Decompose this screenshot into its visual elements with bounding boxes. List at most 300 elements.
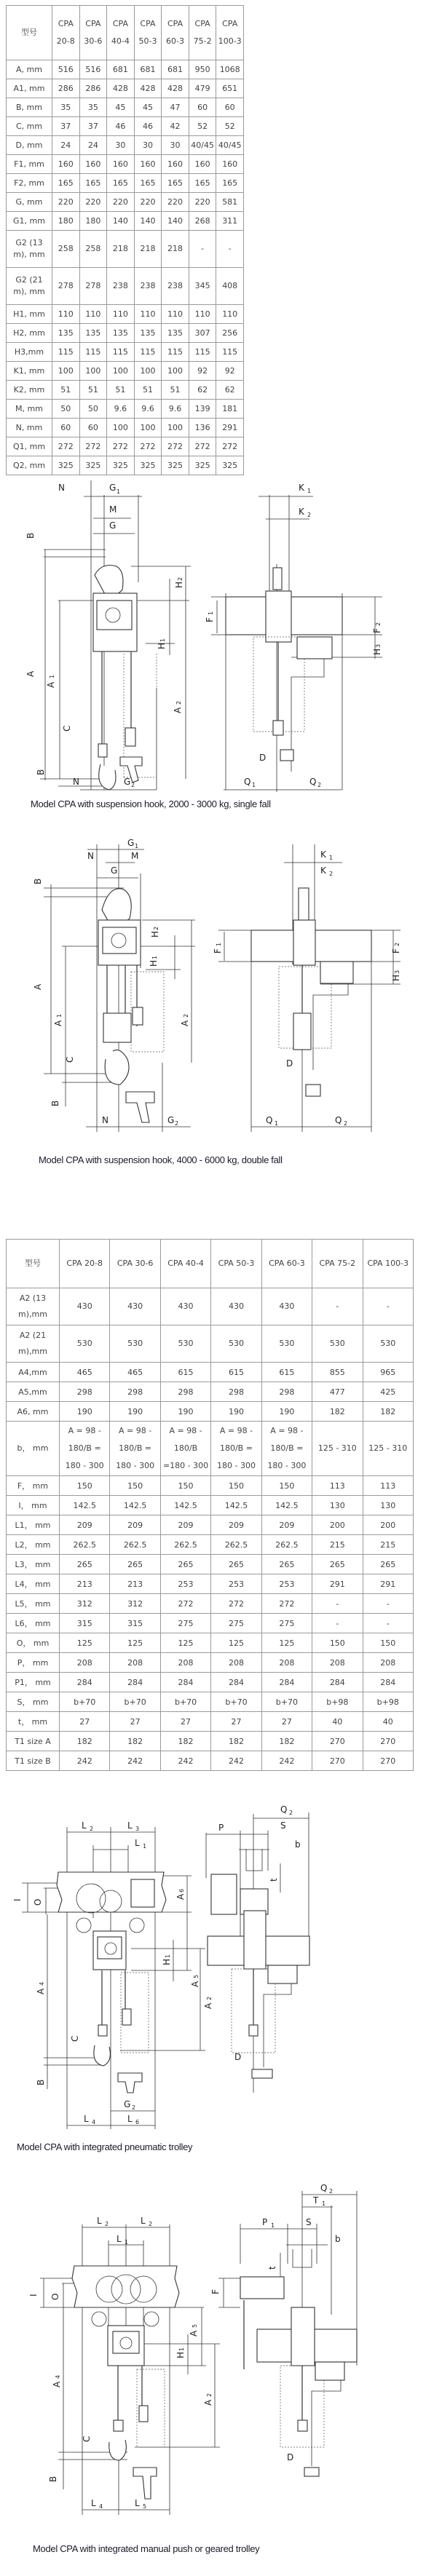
dimension-label: D [234,2052,242,2062]
table-cell: 60 [79,419,107,437]
table-cell: 37 [79,117,107,136]
dimension-label: L [91,2498,96,2508]
table-cell: 530 [211,1325,261,1363]
table-cell: 253 [160,1574,210,1594]
dimension-label: N [73,777,79,787]
table-cell: 110 [107,305,135,324]
dimension-label: G [124,777,131,787]
dimension-label: 1 [178,2347,185,2351]
row-label: H3,mm [7,343,52,362]
dimension-label: 4 [92,2119,96,2125]
row-label: L3， mm [7,1555,60,1574]
header-model: CPA 60-3 [261,1240,312,1288]
dimension-label: G [124,2099,131,2109]
table-row [7,381,244,400]
table-cell: 9.6 [162,400,189,419]
table-cell: 298 [60,1382,110,1402]
table-row [7,212,244,231]
table-cell: 272 [216,437,244,456]
table-cell: 180 [52,212,80,231]
table-cell: 30 [162,136,189,155]
dimension-label: 1 [159,638,166,642]
row-label: L2， mm [7,1535,60,1555]
table-cell: 135 [79,324,107,343]
table-row [7,231,244,268]
table-cell: 218 [107,231,135,268]
table-cell: 92 [189,362,216,381]
table-cell: 428 [107,79,135,98]
table-cell: 430 [160,1288,210,1325]
dimension-label: A [173,707,183,713]
dimension-label: 2 [149,2221,153,2227]
dimension-label: 4 [39,1981,45,1986]
table-cell: 27 [160,1712,210,1732]
table-cell: 220 [107,193,135,212]
table-cell: 270 [312,1751,363,1771]
table-cell: 286 [52,79,80,98]
row-label: K2, mm [7,381,52,400]
header-model: CPA 75-2 [312,1240,363,1288]
table-cell: 125 [211,1633,261,1653]
dimension-label: A [189,2330,199,2337]
table-cell: 209 [110,1515,160,1535]
figure-caption-3: Model CPA with integrated pneumatic trolley [17,2141,193,2152]
table-row [7,1363,414,1382]
table-cell: 110 [162,305,189,324]
table-cell: 52 [189,117,216,136]
table-row [7,1422,414,1476]
table-cell: 275 [261,1614,312,1633]
table-cell: 262.5 [211,1535,261,1555]
figure-caption-2: Model CPA with suspension hook, 4000 - 6000 kg, double fall [39,1154,283,1165]
table-cell: 278 [52,268,80,305]
table-row [7,1476,414,1496]
table-cell: 125 [160,1633,210,1653]
dimension-label: C [65,1056,75,1063]
table-cell: 516 [79,60,107,79]
dimension-label: 5 [193,1974,200,1978]
table-cell: 113 [312,1476,363,1496]
table-cell: 284 [312,1673,363,1692]
table-cell: 325 [189,456,216,475]
table-cell: 27 [261,1712,312,1732]
dimension-label: A [52,2381,62,2387]
table-cell: 265 [160,1555,210,1574]
dimension-label: 1 [271,2222,275,2229]
dimension-label: G [167,1115,175,1125]
table-cell: 200 [363,1515,413,1535]
dimension-label: S [306,2217,312,2227]
table-cell: 268 [189,212,216,231]
table-cell: 272 [79,437,107,456]
table-cell: 50 [79,400,107,419]
table-cell: 165 [216,174,244,193]
dimension-table-trolley [6,1239,414,1771]
table-cell: 208 [60,1653,110,1673]
table-cell: b+70 [110,1692,160,1712]
table-cell: 110 [216,305,244,324]
table-cell: 270 [312,1732,363,1751]
table-cell: 430 [60,1288,110,1325]
table-cell: 286 [79,79,107,98]
table-cell: 265 [312,1555,363,1574]
table-cell: 465 [60,1363,110,1382]
dimension-label: N [87,851,94,861]
table-cell: 160 [79,155,107,174]
dimension-label: 1 [165,1954,171,1958]
table-cell: 325 [79,456,107,475]
table-cell: 100 [79,362,107,381]
table-cell: 125 - 310 [312,1422,363,1476]
dimension-label: B [25,532,36,539]
table-cell: 135 [134,324,162,343]
dimension-label: D [259,753,267,763]
row-label: G, mm [7,193,52,212]
table-cell: 262.5 [160,1535,210,1555]
row-label: S， mm [7,1692,60,1712]
table-cell: 272 [134,437,162,456]
dimension-label: B [50,1100,60,1106]
dimension-label: L [82,1820,87,1831]
table-cell: 253 [261,1574,312,1594]
dimension-label: F [372,628,382,633]
row-label: Q2, mm [7,456,52,475]
dimension-label: 2 [206,1996,213,2000]
dimension-label: 1 [117,488,121,495]
table-cell: 182 [261,1732,312,1751]
dimension-label: 2 [329,871,334,877]
table-cell: 110 [79,305,107,324]
row-label: B, mm [7,98,52,117]
table-row [7,1382,414,1402]
table-cell: 139 [189,400,216,419]
dimension-label: H [162,1958,172,1965]
dimension-label: L [141,2216,146,2226]
dimension-label: C [62,725,72,732]
dimension-label: B [33,878,43,884]
dimension-label: H [391,974,401,981]
table-cell: 430 [211,1288,261,1325]
table-row [7,305,244,324]
table-cell: 140 [107,212,135,231]
table-cell: A = 98 - 180/B = 180 - 300 [261,1422,312,1476]
table-cell: 182 [110,1732,160,1751]
table-cell: 209 [60,1515,110,1535]
table-row [7,400,244,419]
dimension-label: F [205,617,215,622]
table-cell: 272 [189,437,216,456]
dimension-label: 1 [216,942,222,946]
table-cell: 30 [134,136,162,155]
table-cell: 51 [107,381,135,400]
table-cell: 100 [107,362,135,381]
dimension-label: Q [320,2183,328,2193]
table-cell: 130 [312,1496,363,1515]
row-label: A1, mm [7,79,52,98]
table-cell: 142.5 [261,1496,312,1515]
table-row [7,1535,414,1555]
table-cell: - [216,231,244,268]
dimension-label: T [313,2195,319,2206]
table-cell: 681 [107,60,135,79]
row-label: L4， mm [7,1574,60,1594]
table-cell: 265 [261,1555,312,1574]
table-cell: 190 [261,1402,312,1422]
figure-caption-4: Model CPA with integrated manual push or geared trolley [33,2543,260,2554]
dimension-label: I [28,2294,39,2296]
table-cell: 110 [189,305,216,324]
table-cell: 208 [312,1653,363,1673]
table-cell: 258 [52,231,80,268]
table-row [7,1325,414,1363]
table-cell: 312 [60,1594,110,1614]
row-label: G2 (13 m), mm [7,231,52,268]
row-label: F2, mm [7,174,52,193]
row-label: D, mm [7,136,52,155]
table-cell: 27 [211,1712,261,1732]
dimension-label: A [180,1020,190,1026]
table-cell: 325 [52,456,80,475]
row-label: A4,mm [7,1363,60,1382]
table-cell: 275 [160,1614,210,1633]
table-cell: 35 [52,98,80,117]
table-cell: 51 [162,381,189,400]
table-cell: 855 [312,1363,363,1382]
table-cell: b+70 [60,1692,110,1712]
table-cell: 150 [60,1476,110,1496]
table-cell: 312 [110,1594,160,1614]
table-cell: - [189,231,216,268]
table-cell: 265 [60,1555,110,1574]
table-cell: 100 [107,419,135,437]
dimension-label: Q [280,1804,288,1815]
table-cell: A = 98 - 180/B = 180 - 300 [60,1422,110,1476]
table-cell: 516 [52,60,80,79]
dimension-label: B [36,769,46,775]
row-label: A2 (13 m),mm [7,1288,60,1325]
table-cell: 190 [160,1402,210,1422]
row-label: A6, mm [7,1402,60,1422]
dimension-label: 2 [307,512,312,518]
dimension-label: 1 [322,2200,326,2207]
row-label: L5， mm [7,1594,60,1614]
row-label: T1 size B [7,1751,60,1771]
dimension-label: L [135,1838,140,1848]
table-cell: - [363,1288,413,1325]
table-cell: 325 [107,456,135,475]
table-row [7,60,244,79]
table-cell: 218 [134,231,162,268]
dimension-label: 2 [344,1120,348,1127]
table-cell: 215 [363,1535,413,1555]
table-cell: 265 [363,1555,413,1574]
table-cell: 110 [134,305,162,324]
table-cell: 115 [216,343,244,362]
dimension-label: 2 [177,576,183,581]
dimension-label: A [36,1988,46,1994]
dimension-label: O [50,2293,60,2300]
table-cell: 150 [211,1476,261,1496]
table-cell: 165 [52,174,80,193]
table-cell: 62 [189,381,216,400]
table-cell: 100 [52,362,80,381]
table-cell: 307 [189,324,216,343]
table-cell: 60 [216,98,244,117]
table-cell: 140 [162,212,189,231]
table-cell: 681 [162,60,189,79]
header-model-label: 型号 [7,1240,60,1288]
table-cell: 135 [162,324,189,343]
table-cell: 150 [110,1476,160,1496]
dimension-label: 1 [275,1120,279,1127]
table-cell: 965 [363,1363,413,1382]
header-model: CPA 100-3 [363,1240,413,1288]
dimension-label: 1 [307,488,312,494]
table-cell: 115 [52,343,80,362]
table-cell: 220 [162,193,189,212]
header-model: CPA 75-2 [189,6,216,60]
dimension-label: t [269,1878,279,1882]
dimension-label: 2 [175,1120,179,1127]
dimension-label: L [84,2114,89,2124]
table-cell: 209 [211,1515,261,1535]
dimension-label: 2 [329,2188,334,2195]
table-cell: A = 98 - 180/B =180 - 300 [160,1422,210,1476]
table-cell: 165 [162,174,189,193]
dimension-label: t [267,2266,277,2270]
table-row [7,136,244,155]
table-cell: 208 [211,1653,261,1673]
table-cell: 298 [261,1382,312,1402]
table-row [7,1574,414,1594]
table-cell: 37 [52,117,80,136]
table-cell: 165 [79,174,107,193]
table-row [7,1515,414,1535]
table-cell: 160 [107,155,135,174]
row-label: H2, mm [7,324,52,343]
row-label: K1, mm [7,362,52,381]
table-cell: 182 [312,1402,363,1422]
table-cell: 110 [52,305,80,324]
dimension-label: S [280,1820,286,1831]
dimension-label: D [287,2452,294,2462]
dimension-label: b [295,1839,301,1850]
table-cell: 160 [189,155,216,174]
table-row [7,174,244,193]
table-cell: 35 [79,98,107,117]
table-cell: 125 - 310 [363,1422,413,1476]
table-cell: 284 [110,1673,160,1692]
table-row [7,324,244,343]
dimension-label: 2 [317,782,322,788]
dimension-label: H [175,2351,186,2358]
dimension-label: A [33,983,43,990]
table-cell: 51 [79,381,107,400]
table-cell: 182 [211,1732,261,1751]
dimension-label: 2 [375,622,382,626]
table-cell: 311 [216,212,244,231]
dimension-label: O [33,1898,43,1906]
table-cell: 165 [189,174,216,193]
dimension-label: F [213,948,223,954]
row-label: C, mm [7,117,52,136]
dimension-label: M [109,504,117,515]
table-cell: 46 [107,117,135,136]
table-cell: 160 [162,155,189,174]
front-view [22,1827,205,2129]
dimension-table-hook [6,5,244,475]
table-cell: 47 [162,98,189,117]
table-cell: 220 [134,193,162,212]
dimension-label: L [97,2216,102,2226]
table-cell: 115 [134,343,162,362]
table-cell: 52 [216,117,244,136]
table-cell: - [312,1594,363,1614]
dimension-label: 1 [143,1843,147,1850]
row-label: F1, mm [7,155,52,174]
table-cell: 220 [52,193,80,212]
table-cell: 100 [162,419,189,437]
table-cell: 209 [160,1515,210,1535]
table-cell: 242 [110,1751,160,1771]
table-row [7,362,244,381]
table-cell: 272 [261,1594,312,1614]
drawing-hook-single-fall [0,480,442,793]
dimension-label: 6 [135,2119,140,2125]
table-row [7,1751,414,1771]
table-cell: b+70 [160,1692,210,1712]
table-cell: 256 [216,324,244,343]
table-cell: 9.6 [134,400,162,419]
table-cell: 115 [79,343,107,362]
table-cell: b+70 [261,1692,312,1712]
table-cell: 135 [107,324,135,343]
dimension-label: H [149,959,159,967]
dimension-label: G [109,520,117,531]
dimension-label: D [286,1058,293,1069]
table-cell: 238 [162,268,189,305]
table-cell: 284 [363,1673,413,1692]
table-cell: 100 [134,362,162,381]
table-cell: 208 [110,1653,160,1673]
table-cell: 272 [160,1594,210,1614]
dimension-label: 6 [178,1888,185,1893]
table-cell: 92 [216,362,244,381]
table-cell: 150 [312,1633,363,1653]
table-cell: b+98 [312,1692,363,1712]
table-cell: - [363,1614,413,1633]
row-label: b， mm [7,1422,60,1476]
table-cell: 615 [211,1363,261,1382]
table-cell: 213 [60,1574,110,1594]
table-row [7,437,244,456]
dimension-label: b [335,2234,341,2244]
dimension-label: M [131,851,139,861]
table-cell: 220 [79,193,107,212]
table-cell: 180 [79,212,107,231]
table-cell: 45 [107,98,135,117]
header-model: CPA 50-3 [134,6,162,60]
table-cell: 284 [60,1673,110,1692]
table-cell: 950 [189,60,216,79]
side-view [211,495,382,792]
table-cell: 51 [52,381,80,400]
table-cell: 272 [52,437,80,456]
dimension-label: L [127,2114,133,2124]
dimension-label: 5 [143,2503,147,2510]
table-cell: b+70 [211,1692,261,1712]
table-cell: 291 [363,1574,413,1594]
